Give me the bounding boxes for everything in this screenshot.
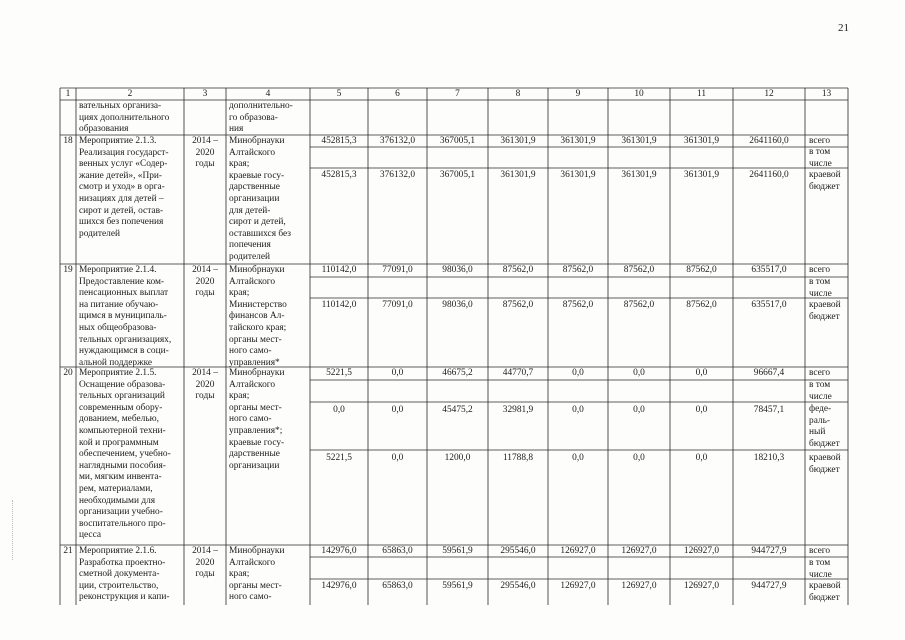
value-cell: 0,0 [391, 405, 404, 415]
value-cell: 18210,3 [753, 453, 785, 463]
value-cell: 11788,8 [502, 453, 534, 463]
value-cell: 0,0 [391, 368, 404, 378]
executor: Минобрнауки Алтайского края; Министерство финансов Ал- тайского края; органы мест- ного само- управления* [229, 265, 287, 368]
header-cell: 13 [821, 89, 832, 99]
value-cell: 295546,0 [500, 581, 536, 591]
value-cell: 77091,0 [382, 265, 413, 275]
value-cell: 367005,1 [439, 170, 476, 180]
value-cell: 126927,0 [683, 546, 720, 556]
value-cell: 110142,0 [321, 300, 357, 310]
header-cell: 12 [764, 89, 774, 99]
value-cell: 32981,9 [502, 405, 534, 415]
value-cell: 452815,3 [321, 136, 357, 146]
value-cell: 78457,1 [753, 405, 785, 415]
value-cell: 87562,0 [623, 265, 655, 275]
value-cell: 295546,0 [500, 546, 536, 556]
period: 2014 – 2020 годы [192, 136, 218, 170]
value-cell: 635517,0 [751, 300, 787, 310]
period: 2014 – 2020 годы [192, 546, 218, 580]
value-cell: 87562,0 [502, 265, 534, 275]
budget-label: краевой бюджет [809, 581, 841, 603]
value-cell: 45475,2 [442, 405, 473, 415]
value-cell: 46675,2 [442, 368, 473, 378]
value-cell: 0,0 [572, 405, 584, 415]
value-cell: 361301,9 [621, 136, 657, 146]
value-cell: 65863,0 [382, 546, 413, 556]
carry-name: вательных организа- циях дополнительного образования [79, 101, 170, 135]
value-cell: 376132,0 [379, 136, 416, 146]
value-cell: 96667,4 [753, 368, 785, 378]
value-cell: 126927,0 [621, 546, 657, 556]
value-cell: 87562,0 [562, 300, 594, 310]
value-cell: 5221,5 [326, 368, 352, 378]
budget-label: в том числе [809, 277, 832, 299]
value-cell: 361301,9 [500, 136, 536, 146]
activity-name: Мероприятие 2.1.6. Разработка проектно- сметной документа- ции, строительство, реконструкция и капи- [79, 546, 170, 603]
value-cell: 0,0 [695, 368, 708, 378]
value-cell: 59561,9 [442, 546, 473, 556]
row-number: 20 [63, 368, 73, 378]
value-cell: 77091,0 [382, 300, 413, 310]
value-cell: 142976,0 [321, 546, 357, 556]
period: 2014 – 2020 годы [192, 368, 218, 402]
header-cell: 9 [575, 89, 581, 99]
value-cell: 0,0 [633, 368, 645, 378]
value-cell: 44770,7 [502, 368, 534, 378]
budget-label: всего [809, 546, 831, 556]
header-cell: 7 [455, 89, 460, 99]
value-cell: 2641160,0 [749, 170, 789, 180]
value-cell: 0,0 [633, 453, 645, 463]
value-cell: 110142,0 [321, 265, 357, 275]
header-cell: 4 [265, 89, 271, 99]
budget-label: феде- раль- ный бюджет [809, 404, 840, 449]
budget-label: краевой бюджет [809, 170, 841, 192]
value-cell: 87562,0 [562, 265, 594, 275]
value-cell: 87562,0 [502, 300, 534, 310]
budget-label: в том числе [809, 558, 832, 580]
header-cell: 5 [336, 89, 342, 99]
value-cell: 0,0 [333, 405, 345, 415]
header-cell: 1 [65, 89, 71, 99]
header-cell: 6 [395, 89, 400, 99]
row-number: 21 [63, 546, 73, 556]
value-cell: 361301,9 [560, 136, 596, 146]
header-cell: 10 [634, 89, 644, 99]
value-cell: 0,0 [633, 405, 645, 415]
header-cell: 11 [696, 89, 707, 99]
row-number: 19 [63, 265, 73, 275]
value-cell: 635517,0 [751, 265, 787, 275]
executor: Минобрнауки Алтайского края; краевые госу- дарственные организации для детей- сирот и детей, оставшихся без попечения родителей [229, 136, 291, 262]
scan-margin-mark [12, 500, 14, 560]
value-cell: 98036,0 [442, 265, 473, 275]
value-cell: 361301,9 [683, 136, 720, 146]
header-cell: 3 [202, 89, 208, 99]
budget-label: в том числе [809, 147, 832, 169]
header-cell: 2 [127, 89, 133, 99]
value-cell: 0,0 [572, 453, 584, 463]
period: 2014 – 2020 годы [192, 265, 218, 299]
budget-label: в том числе [809, 380, 832, 402]
value-cell: 361301,9 [560, 170, 596, 180]
budget-label: краевой бюджет [809, 453, 841, 475]
budget-label: всего [809, 265, 831, 275]
value-cell: 65863,0 [382, 581, 413, 591]
value-cell: 361301,9 [500, 170, 536, 180]
value-cell: 126927,0 [560, 546, 596, 556]
value-cell: 0,0 [391, 453, 404, 463]
value-cell: 367005,1 [439, 136, 476, 146]
value-cell: 0,0 [572, 368, 584, 378]
value-cell: 87562,0 [623, 300, 655, 310]
budget-label: всего [809, 136, 831, 146]
value-cell: 361301,9 [621, 170, 657, 180]
budget-label: краевой бюджет [809, 300, 841, 322]
value-cell: 87562,0 [686, 265, 717, 275]
value-cell: 126927,0 [683, 581, 720, 591]
value-cell: 0,0 [695, 453, 708, 463]
activity-name: Мероприятие 2.1.4. Предоставление ком- пенсационных выплат на питание обучаю- щимся в муниципаль- ных общеобразова- тельных организациях, нуждающимся в соци- альной поддержке [79, 265, 172, 368]
value-cell: 126927,0 [621, 581, 657, 591]
value-cell: 5221,5 [326, 453, 352, 463]
header-cell: 8 [515, 89, 521, 99]
value-cell: 361301,9 [683, 170, 720, 180]
executor: Минобрнауки Алтайского края; органы мест- ного само- [229, 546, 285, 603]
value-cell: 944727,9 [751, 546, 787, 556]
value-cell: 98036,0 [442, 300, 473, 310]
value-cell: 1200,0 [444, 453, 471, 463]
value-cell: 452815,3 [321, 170, 357, 180]
page-number: 21 [838, 22, 849, 34]
row-number: 18 [63, 136, 73, 146]
value-cell: 944727,9 [751, 581, 787, 591]
value-cell: 376132,0 [379, 170, 416, 180]
value-cell: 59561,9 [442, 581, 473, 591]
executor: Минобрнауки Алтайского края; органы мест- ного само- управления*; краевые госу- дарственные организации [229, 368, 285, 471]
budget-label: всего [809, 368, 831, 378]
activity-name: Мероприятие 2.1.5. Оснащение образова- тельных организаций современным обору- дованием, мебелью, компьютерной техни- кой и программным обеспечением, учебно- наглядными пособия- ми, мягким инвента- рем, материалами, необходимыми для организации учебно- воспитательного про- цесса [79, 368, 171, 541]
value-cell: 142976,0 [321, 581, 357, 591]
value-cell: 87562,0 [686, 300, 717, 310]
value-cell: 2641160,0 [749, 136, 789, 146]
value-cell: 126927,0 [560, 581, 596, 591]
value-cell: 0,0 [695, 405, 708, 415]
activity-name: Мероприятие 2.1.3. Реализация государст- венных услуг «Содер- жание детей», «При- смотр и уход» в орга- низациях для детей – сирот и детей, остав- шихся без попечения родителей [79, 136, 169, 239]
carry-executor: дополнительно- го образова- ния [229, 101, 293, 135]
